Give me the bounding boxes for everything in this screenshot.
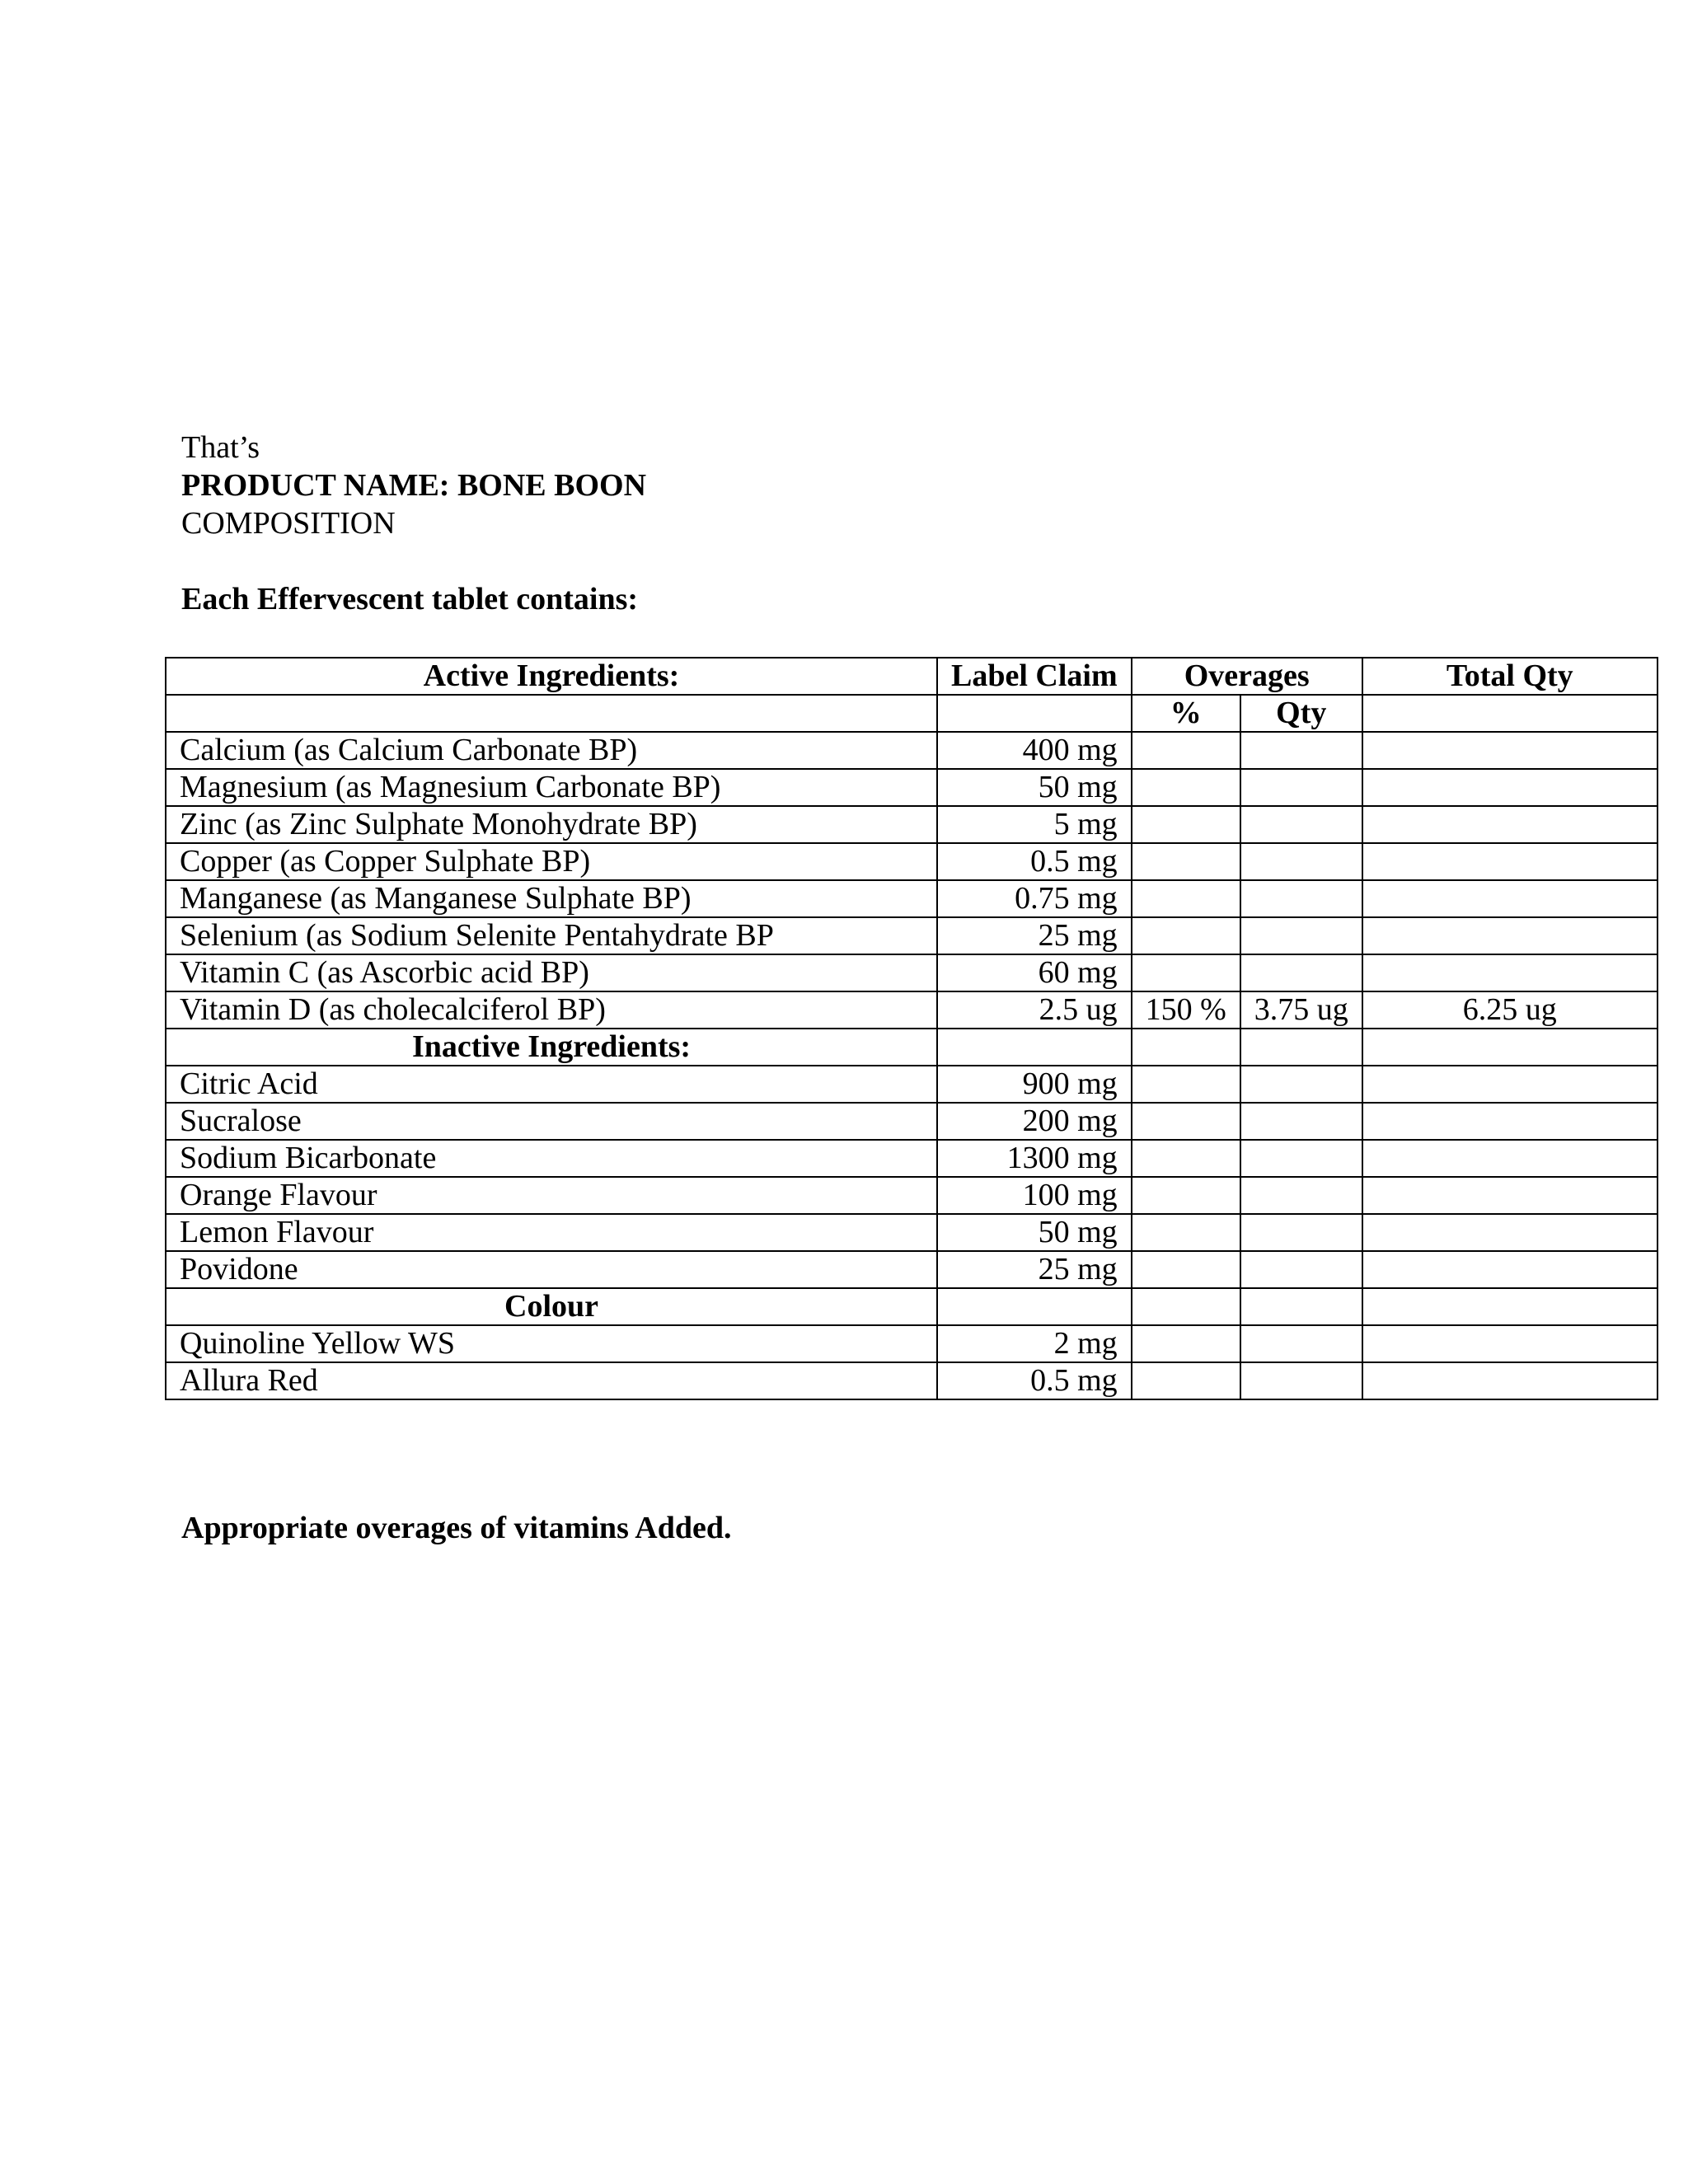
subheader-empty-claim (937, 695, 1132, 732)
header-total-qty: Total Qty (1362, 658, 1658, 695)
empty-cell (1362, 1288, 1658, 1325)
label-claim-value: 1300 mg (937, 1140, 1132, 1177)
tablet-contains-line: Each Effervescent tablet contains: (181, 582, 639, 616)
total-qty-value (1362, 1103, 1658, 1140)
overage-percent-value (1132, 1325, 1240, 1362)
total-qty-value (1362, 1177, 1658, 1214)
total-qty-value (1362, 1325, 1658, 1362)
table-row (166, 1140, 1658, 1177)
ingredient-name: Quinoline Yellow WS (166, 1325, 937, 1362)
ingredient-name: Orange Flavour (166, 1177, 937, 1214)
label-claim-value: 200 mg (937, 1103, 1132, 1140)
colour-heading: Colour (166, 1288, 937, 1325)
overage-qty-value (1240, 1251, 1362, 1288)
label-claim-value: 100 mg (937, 1177, 1132, 1214)
empty-cell (1240, 1288, 1362, 1325)
subheader-empty-total (1362, 695, 1658, 732)
composition-heading: COMPOSITION (181, 506, 396, 541)
overage-qty-value (1240, 843, 1362, 880)
overage-percent-value (1132, 1362, 1240, 1399)
header-overage-qty: Qty (1240, 695, 1362, 732)
label-claim-value: 25 mg (937, 917, 1132, 954)
total-qty-value (1362, 1251, 1658, 1288)
ingredient-name: Magnesium (as Magnesium Carbonate BP) (166, 769, 937, 806)
label-claim-value: 0.5 mg (937, 1362, 1132, 1399)
label-claim-value: 0.5 mg (937, 843, 1132, 880)
table-row (166, 880, 1658, 917)
label-claim-value: 2.5 ug (937, 991, 1132, 1029)
total-qty-value (1362, 1066, 1658, 1103)
label-claim-value: 0.75 mg (937, 880, 1132, 917)
table-row (166, 1214, 1658, 1251)
table-row (166, 1066, 1658, 1103)
ingredient-name: Citric Acid (166, 1066, 937, 1103)
label-claim-value: 5 mg (937, 806, 1132, 843)
table-row (166, 1362, 1658, 1399)
product-name: PRODUCT NAME: BONE BOON (181, 468, 647, 503)
intro-block (181, 429, 646, 618)
overage-percent-value (1132, 732, 1240, 769)
label-claim-value: 25 mg (937, 1251, 1132, 1288)
overage-percent-value (1132, 806, 1240, 843)
table-row (166, 732, 1658, 769)
inactive-ingredients-heading-row (166, 1029, 1658, 1066)
overage-qty-value (1240, 1325, 1362, 1362)
spacer (181, 542, 646, 580)
ingredient-name: Manganese (as Manganese Sulphate BP) (166, 880, 937, 917)
overage-percent-value: 150 % (1132, 991, 1240, 1029)
composition-table-body (166, 658, 1658, 1399)
empty-cell (1132, 1029, 1240, 1066)
colour-heading-row (166, 1288, 1658, 1325)
ingredient-name: Lemon Flavour (166, 1214, 937, 1251)
total-qty-value (1362, 954, 1658, 991)
ingredient-name: Vitamin C (as Ascorbic acid BP) (166, 954, 937, 991)
label-claim-value: 50 mg (937, 769, 1132, 806)
label-claim-value: 60 mg (937, 954, 1132, 991)
ingredient-name: Zinc (as Zinc Sulphate Monohydrate BP) (166, 806, 937, 843)
composition-table (165, 657, 1658, 1400)
table-header-row (166, 658, 1658, 695)
table-subheader-row (166, 695, 1658, 732)
ingredient-name: Povidone (166, 1251, 937, 1288)
ingredient-name: Calcium (as Calcium Carbonate BP) (166, 732, 937, 769)
overage-qty-value (1240, 1066, 1362, 1103)
table-row (166, 1103, 1658, 1140)
subheader-empty-ingredient (166, 695, 937, 732)
overage-percent-value (1132, 1177, 1240, 1214)
ingredient-name: Sucralose (166, 1103, 937, 1140)
empty-cell (1240, 1029, 1362, 1066)
header-label-claim: Label Claim (937, 658, 1132, 695)
empty-cell (1132, 1288, 1240, 1325)
empty-cell (1362, 1029, 1658, 1066)
header-overages: Overages (1132, 658, 1362, 695)
overage-qty-value: 3.75 ug (1240, 991, 1362, 1029)
label-claim-value: 900 mg (937, 1066, 1132, 1103)
ingredient-name: Sodium Bicarbonate (166, 1140, 937, 1177)
table-row (166, 1325, 1658, 1362)
total-qty-value (1362, 1214, 1658, 1251)
overage-qty-value (1240, 1177, 1362, 1214)
overage-percent-value (1132, 1066, 1240, 1103)
overage-qty-value (1240, 917, 1362, 954)
table-row (166, 1251, 1658, 1288)
table-row (166, 769, 1658, 806)
total-qty-value (1362, 880, 1658, 917)
overage-percent-value (1132, 769, 1240, 806)
inactive-ingredients-heading: Inactive Ingredients: (166, 1029, 937, 1066)
overage-qty-value (1240, 954, 1362, 991)
total-qty-value (1362, 1140, 1658, 1177)
header-overage-percent: % (1132, 695, 1240, 732)
overage-qty-value (1240, 1103, 1362, 1140)
ingredient-name: Copper (as Copper Sulphate BP) (166, 843, 937, 880)
overage-qty-value (1240, 1140, 1362, 1177)
overage-percent-value (1132, 1103, 1240, 1140)
total-qty-value (1362, 732, 1658, 769)
table-row (166, 806, 1658, 843)
total-qty-value (1362, 917, 1658, 954)
total-qty-value (1362, 806, 1658, 843)
overages-note: Appropriate overages of vitamins Added. (181, 1511, 732, 1545)
overage-percent-value (1132, 1214, 1240, 1251)
overage-qty-value (1240, 732, 1362, 769)
table-row (166, 991, 1658, 1029)
label-claim-value: 50 mg (937, 1214, 1132, 1251)
label-claim-value: 2 mg (937, 1325, 1132, 1362)
table-row (166, 917, 1658, 954)
total-qty-value: 6.25 ug (1362, 991, 1658, 1029)
overage-qty-value (1240, 1214, 1362, 1251)
label-claim-value: 400 mg (937, 732, 1132, 769)
header-active-ingredients: Active Ingredients: (166, 658, 937, 695)
empty-cell (937, 1288, 1132, 1325)
total-qty-value (1362, 1362, 1658, 1399)
overage-qty-value (1240, 880, 1362, 917)
overage-percent-value (1132, 880, 1240, 917)
greeting-text: That’s (181, 430, 260, 465)
overage-percent-value (1132, 1251, 1240, 1288)
overage-percent-value (1132, 917, 1240, 954)
ingredient-name: Selenium (as Sodium Selenite Pentahydrate BP (166, 917, 937, 954)
total-qty-value (1362, 843, 1658, 880)
total-qty-value (1362, 769, 1658, 806)
table-row (166, 1177, 1658, 1214)
table-row (166, 954, 1658, 991)
ingredient-name: Vitamin D (as cholecalciferol BP) (166, 991, 937, 1029)
overage-qty-value (1240, 806, 1362, 843)
overage-qty-value (1240, 769, 1362, 806)
ingredient-name: Allura Red (166, 1362, 937, 1399)
empty-cell (937, 1029, 1132, 1066)
overage-qty-value (1240, 1362, 1362, 1399)
table-row (166, 843, 1658, 880)
overage-percent-value (1132, 1140, 1240, 1177)
overage-percent-value (1132, 954, 1240, 991)
overage-percent-value (1132, 843, 1240, 880)
